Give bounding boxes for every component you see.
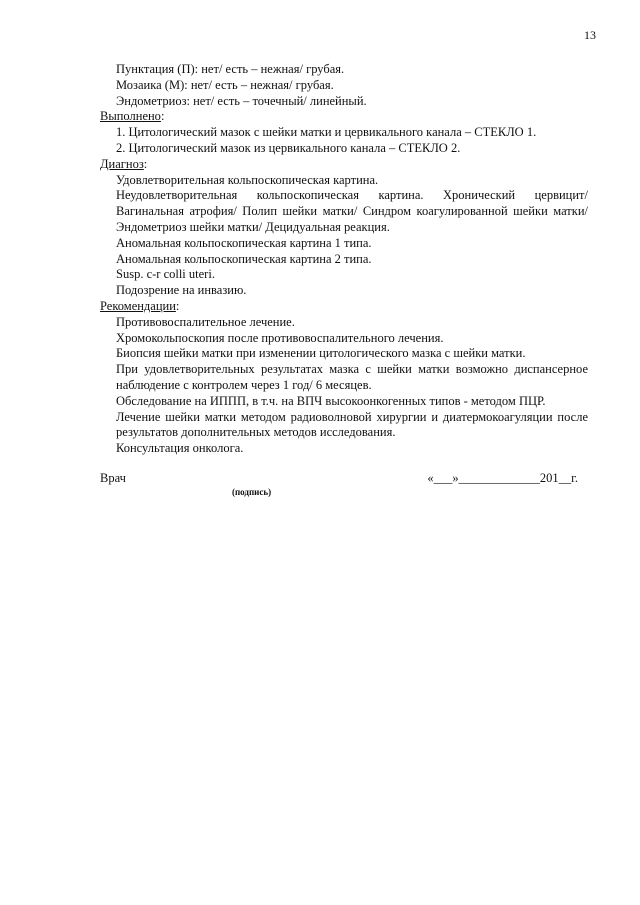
heading-recommendations-text: Рекомендации: [100, 298, 176, 313]
section-heading-diagnosis: [100, 157, 588, 173]
line-endometriosis: Эндометриоз: нет/ есть – точечный/ линейный.: [116, 93, 367, 108]
heading-colon: :: [175, 298, 180, 313]
line-punctation: Пунктация (П): нет/ есть – нежная/ грубая.: [116, 62, 345, 76]
heading-performed-text: Выполнено: [100, 109, 161, 124]
line-sti-testing: Обследование на ИППП, в т.ч. на ВПЧ высокоонкогенных типов - методом ПЦР.: [116, 393, 546, 408]
line-susp-cancer: Susp. c-r colli uteri.: [116, 267, 215, 282]
line-biopsy: Биопсия шейки матки при изменении цитологического мазка с шейки матки.: [116, 346, 526, 361]
date-field: «___»_____________201__г.: [427, 471, 578, 485]
paragraph-dispensary-observation: При удовлетворительных результатах мазка с шейки матки возможно диспансерное наблюдение с контролем через 1 год/ 6 месяцев.: [116, 362, 588, 392]
doctor-label: Врач: [100, 471, 126, 485]
page-number: 13: [584, 28, 596, 42]
line-invasion-suspicion: Подозрение на инвазию.: [116, 283, 247, 298]
heading-colon: :: [160, 109, 165, 124]
line-smear-1: 1. Цитологический мазок с шейки матки и цервикального канала – СТЕКЛО 1.: [116, 125, 537, 140]
signature-row: [100, 471, 588, 491]
line-abnormal-type-2: Аномальная кольпоскопическая картина 2 типа.: [116, 251, 372, 266]
section-heading-recommendations: [100, 299, 588, 315]
report-body: [100, 62, 588, 457]
section-heading-performed: [100, 109, 588, 125]
heading-colon: :: [143, 156, 148, 171]
line-smear-2: 2. Цитологический мазок из цервикального канала – СТЕКЛО 2.: [116, 140, 461, 155]
line-mosaic: Мозаика (М): нет/ есть – нежная/ грубая.: [116, 77, 334, 92]
signature-caption: (подпись): [232, 487, 272, 497]
paragraph-radiowave-treatment: Лечение шейки матки методом радиоволновой хирургии и диатермокоагуляции после результатов дополнительных методов исследования.: [116, 409, 588, 440]
line-anti-inflammatory: Противовоспалительное лечение.: [116, 314, 295, 329]
line-satisfactory-picture: Удовлетворительная кольпоскопическая картина.: [116, 172, 379, 187]
line-chromocolposcopy: Хромокольпоскопия после противовоспалительного лечения.: [116, 330, 444, 345]
line-oncologist-consultation: Консультация онколога.: [116, 441, 244, 456]
line-abnormal-type-1: Аномальная кольпоскопическая картина 1 типа.: [116, 235, 372, 250]
paragraph-unsatisfactory-picture: Неудовлетворительная кольпоскопическая картина. Хронический цервицит/ Вагинальная атрофия/ Полип шейки матки/ Синдром коагулированной шейки матки/ Эндометриоз шейки матки/ Децидуальная реакция.: [116, 188, 588, 234]
heading-diagnosis-text: Диагноз: [100, 156, 144, 171]
